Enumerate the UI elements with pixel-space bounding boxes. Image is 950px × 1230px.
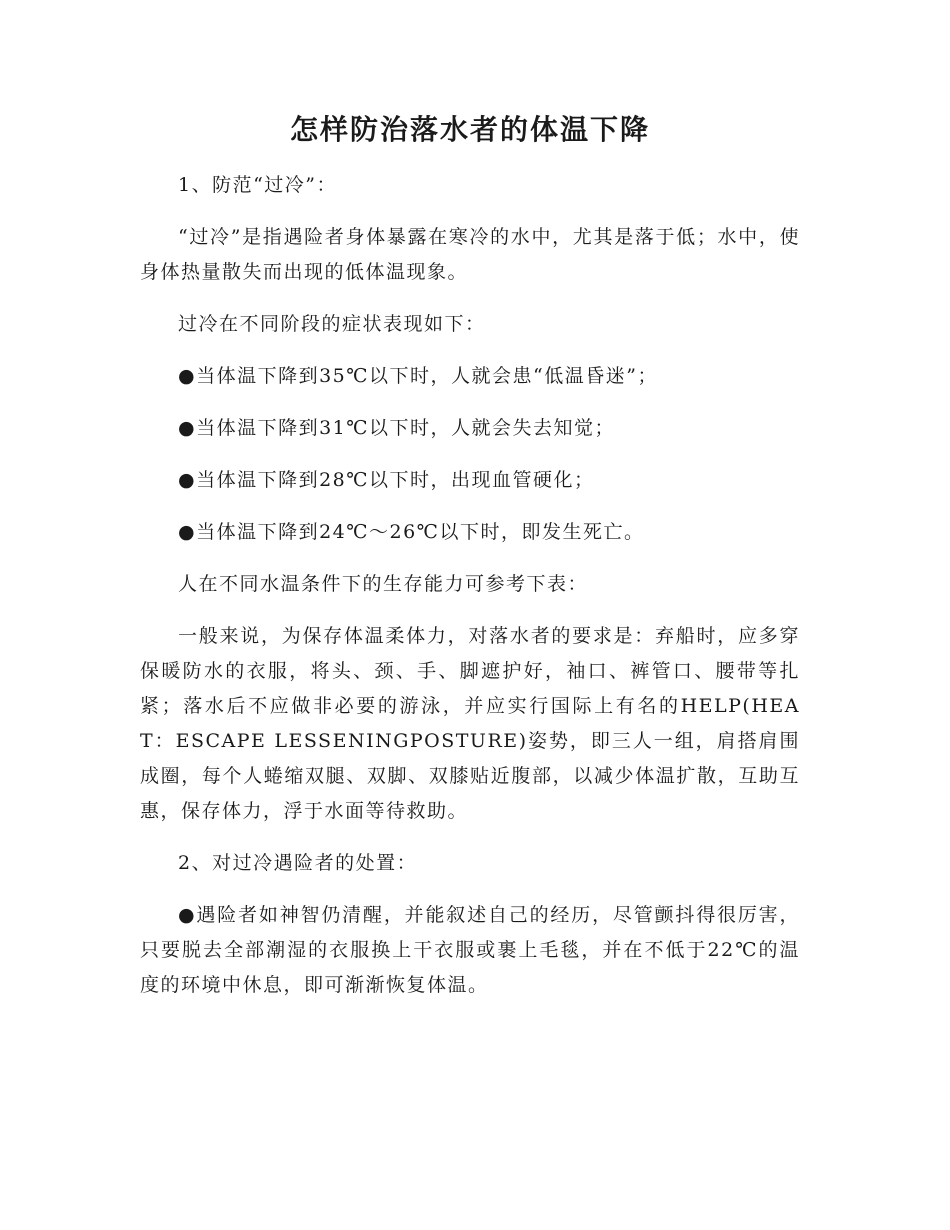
bullet-24c-26c: ●当体温下降到24℃～26℃以下时，即发生死亡。 [178, 521, 645, 543]
bullet-35c: ●当体温下降到35℃以下时，人就会患“低温昏迷”； [178, 365, 658, 387]
paragraph-definition: “过冷”是指遇险者身体暴露在寒冷的水中，尤其是落于低；水中，使身体热量散失而出现的低体温现象。 [140, 226, 800, 283]
paragraph-section2-heading: 2、对过冷遇险者的处置： [178, 852, 418, 874]
paragraph-section1-heading: 1、防范“过冷”： [178, 174, 338, 196]
bullet-31c: ●当体温下降到31℃以下时，人就会失去知觉； [178, 417, 616, 439]
paragraph-table-ref: 人在不同水温条件下的生存能力可参考下表： [178, 573, 589, 595]
paragraph-symptoms-intro: 过冷在不同阶段的症状表现如下： [178, 313, 486, 335]
bullet-28c: ●当体温下降到28℃以下时，出现血管硬化； [178, 469, 595, 491]
bullet-conscious-victim: ●遇险者如神智仍清醒，并能叙述自己的经历，尽管颤抖得很厉害，只要脱去全部潮湿的衣服换上干衣服或裹上毛毯，并在不低于22℃的温度的环境中休息，即可渐渐恢复体温。 [140, 904, 800, 996]
paragraph-help-posture: 一般来说，为保存体温柔体力，对落水者的要求是：弃船时，应多穿保暖防水的衣服，将头、颈、手、脚遮护好，袖口、裤管口、腰带等扎紧；落水后不应做非必要的游泳，并应实行国际上有名的HELP(HEAT：ESCAPE LESSENINGPOSTURE)姿势，即三人一组，肩搭肩围成圈，每个人蜷缩双腿、双脚、双膝贴近腹部，以减少体温扩散，互助互惠，保存体力，浮于水面等待救助。 [140, 625, 800, 822]
document-title: 怎样防治落水者的体温下降 [289, 113, 650, 146]
